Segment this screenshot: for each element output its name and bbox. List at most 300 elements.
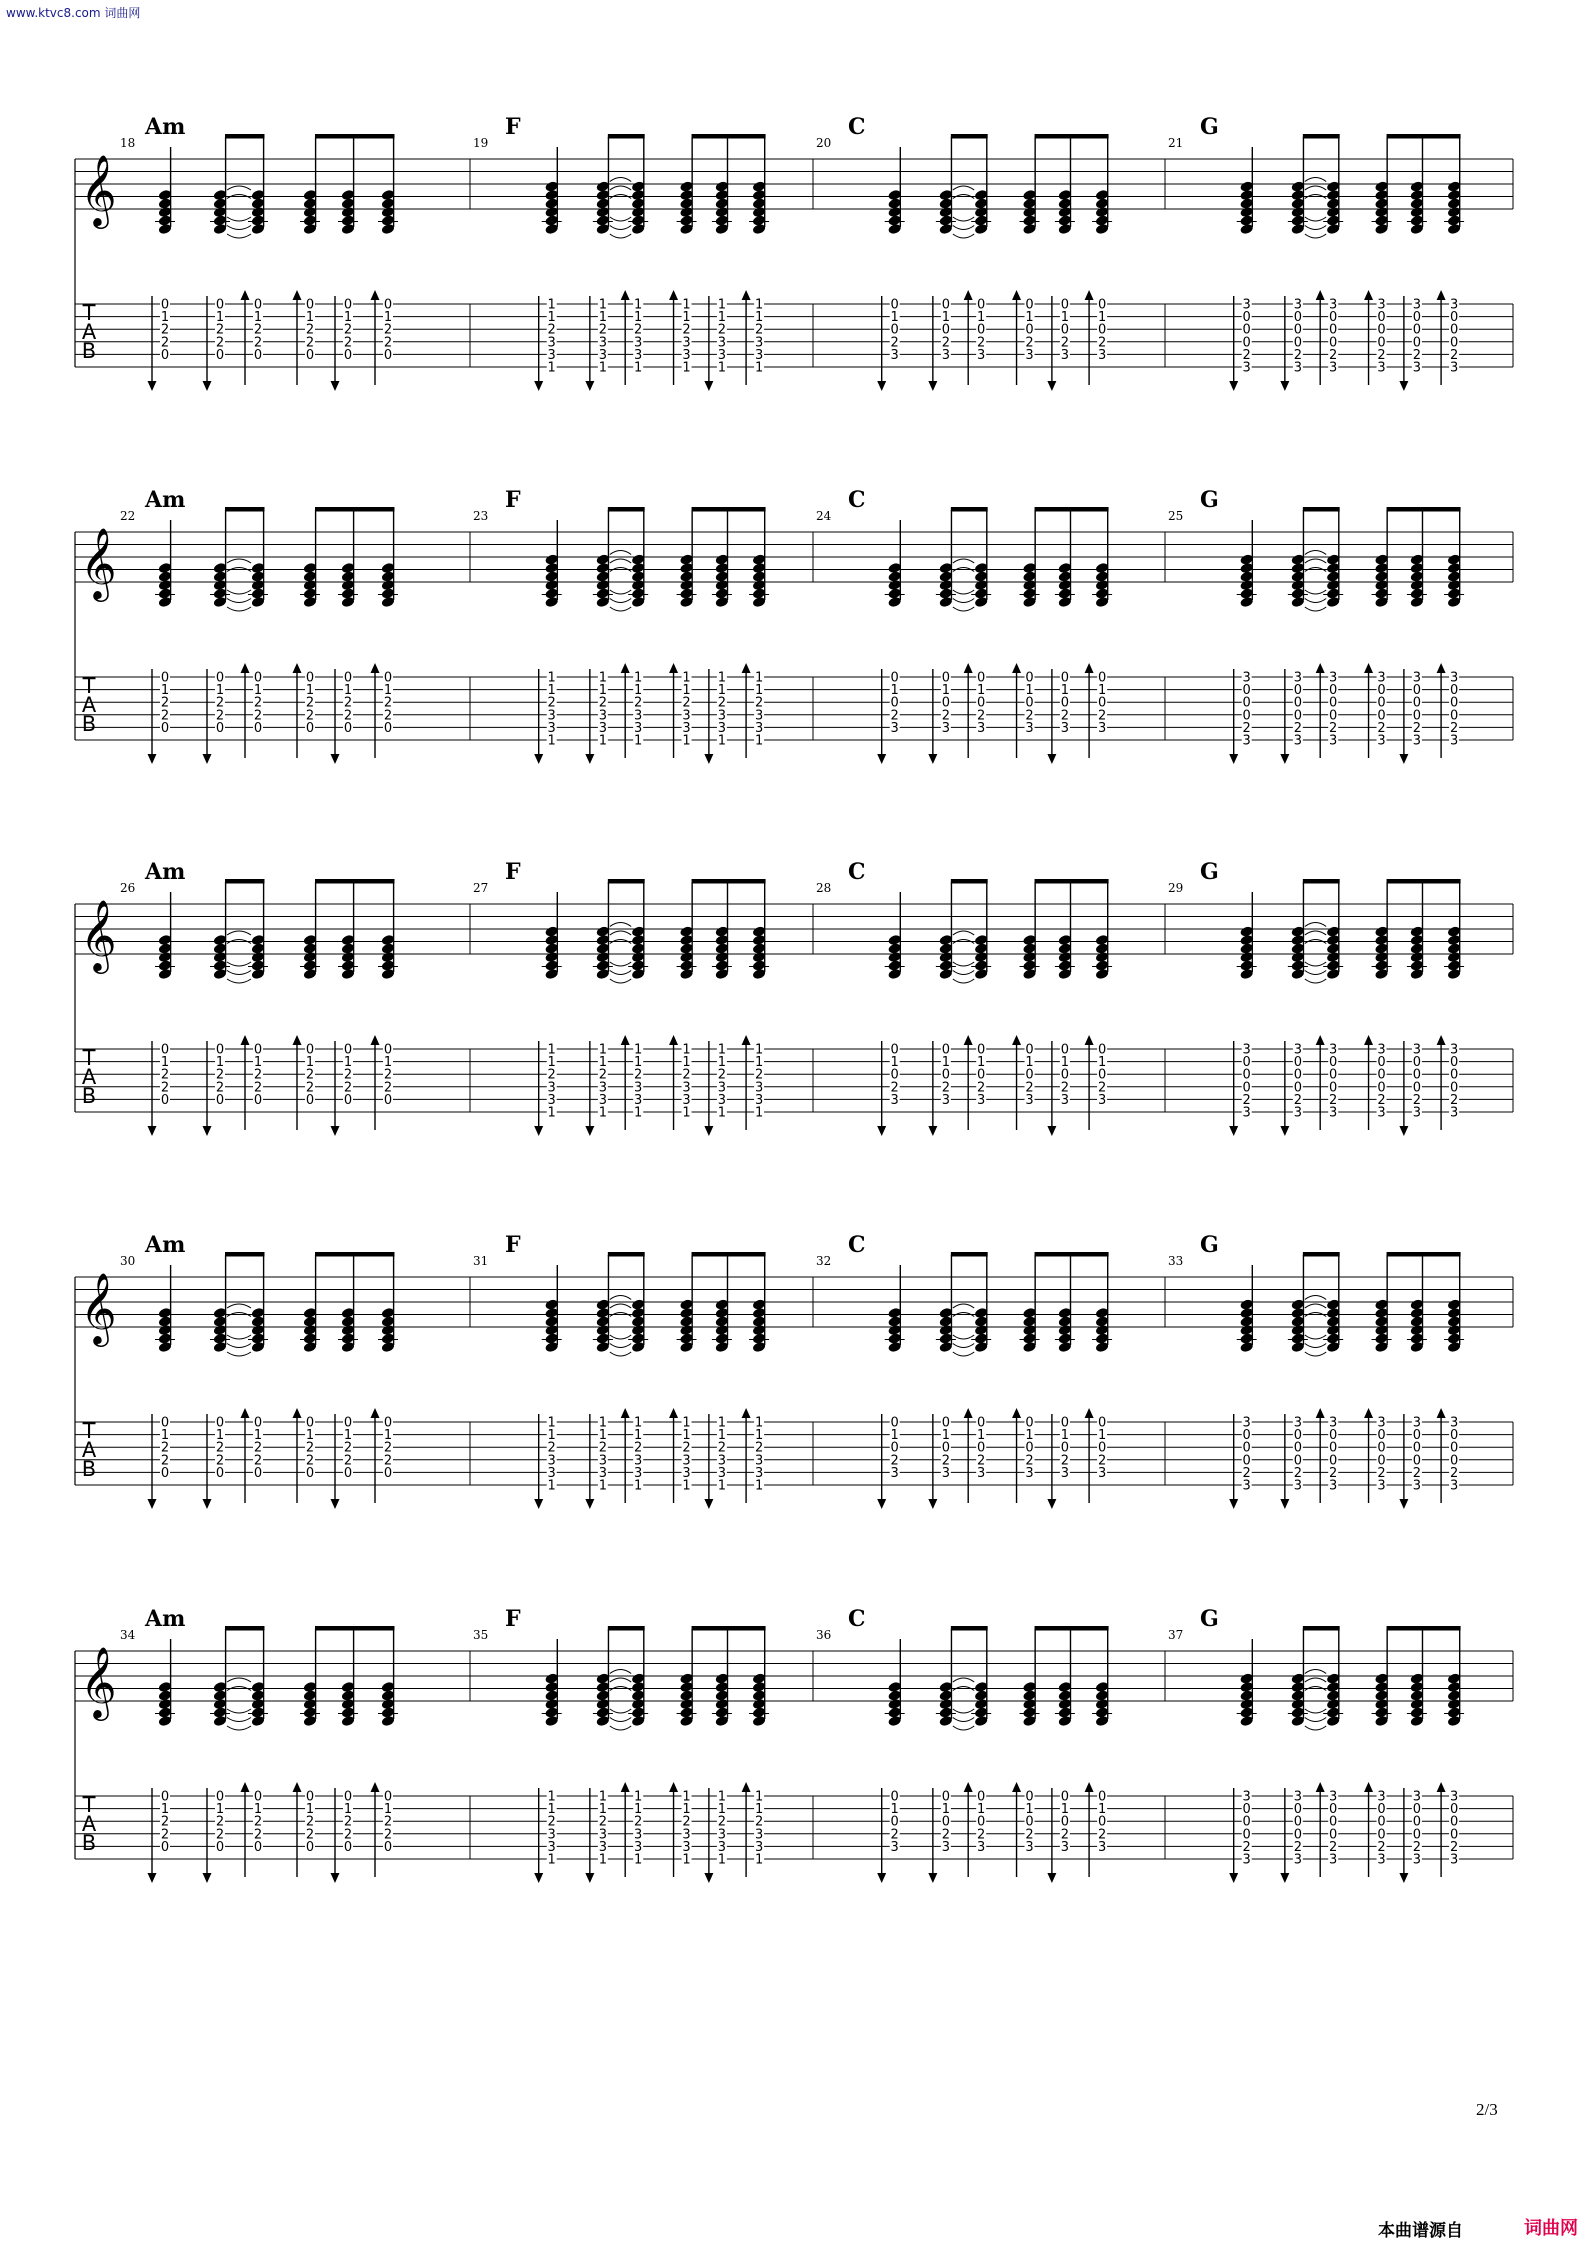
strum-down-arrow-icon	[148, 1126, 157, 1136]
tab-number: 2	[941, 335, 950, 351]
tab-number: 2	[1025, 335, 1034, 351]
tab-number: 2	[215, 1067, 225, 1083]
tab-number: 2	[1412, 1839, 1422, 1855]
tab-number: 0	[1412, 1440, 1422, 1456]
tab-number: 1	[682, 1428, 691, 1444]
tab-number: 1	[305, 1428, 315, 1444]
tab-number: 2	[1025, 708, 1034, 724]
tab-number: 0	[305, 1042, 315, 1058]
strum-down-arrow-icon	[148, 381, 157, 391]
tab-number: 3	[1449, 670, 1459, 686]
tab-number: 3	[1097, 347, 1107, 363]
tab-number: 1	[754, 360, 764, 376]
tab-number: 3	[717, 1839, 727, 1855]
strum-down-arrow-icon	[585, 1126, 594, 1136]
beam	[1422, 507, 1461, 512]
beam	[1070, 1626, 1109, 1631]
beam	[1422, 134, 1461, 139]
tab-number: 2	[253, 1827, 263, 1843]
tie	[1305, 923, 1326, 927]
tab-number: 2	[977, 1080, 986, 1096]
tab-number: 1	[941, 683, 950, 699]
tie	[1305, 559, 1326, 563]
tab-number: 0	[160, 1789, 170, 1805]
tie	[1305, 971, 1326, 975]
tab-number: 1	[383, 310, 393, 326]
footer-logo[interactable]: 词曲网	[1524, 2218, 1578, 2239]
tab-number: 2	[305, 708, 315, 724]
tab-number: 2	[634, 1067, 643, 1083]
beam	[1035, 507, 1072, 512]
tab-number: 3	[941, 720, 950, 736]
tab-number: 3	[634, 1827, 643, 1843]
tab-number: 0	[1097, 297, 1107, 313]
tab-number: 0	[1242, 1080, 1251, 1096]
tab-number: 0	[1412, 695, 1422, 711]
tab-number: 3	[1449, 1415, 1459, 1431]
tab-number: 1	[343, 1802, 353, 1818]
tab-number: 0	[1412, 1080, 1422, 1096]
tab-number: 0	[1242, 335, 1251, 351]
tab-number: 2	[754, 322, 764, 338]
tab-number: 1	[634, 683, 643, 699]
tab-number: 3	[1242, 1852, 1251, 1868]
tab-number: 3	[1329, 733, 1338, 749]
tie	[610, 979, 631, 983]
beam	[1387, 1252, 1424, 1257]
strum-up-arrow-icon	[371, 663, 380, 673]
strum-up-arrow-icon	[1316, 663, 1325, 673]
tab-number: 2	[1097, 335, 1107, 351]
strum-up-arrow-icon	[1012, 663, 1021, 673]
tab-number: 0	[1025, 670, 1034, 686]
tab-number: 1	[160, 1428, 170, 1444]
tab-number: 2	[305, 1827, 315, 1843]
strum-up-arrow-icon	[1316, 290, 1325, 300]
tab-number: 1	[598, 1055, 607, 1071]
tab-number: 1	[754, 1105, 764, 1121]
tab-number: 0	[215, 297, 225, 313]
tab-number: 2	[941, 708, 950, 724]
tie	[953, 1304, 974, 1308]
tab-number: 0	[1377, 1814, 1386, 1830]
tab-number: 3	[1377, 1042, 1386, 1058]
tab-number: 3	[754, 708, 764, 724]
tie	[227, 226, 251, 230]
tab-clef-letter: B	[81, 339, 97, 363]
tie	[227, 979, 251, 983]
tie	[610, 1718, 631, 1722]
tab-number: 0	[305, 1415, 315, 1431]
tab-number: 1	[598, 360, 607, 376]
tab-number: 0	[977, 322, 986, 338]
tab-number: 0	[1449, 1067, 1459, 1083]
chord-name: Am	[145, 1606, 186, 1632]
tab-number: 1	[717, 1428, 727, 1444]
tab-number: 1	[754, 1415, 764, 1431]
tab-number: 2	[383, 1440, 393, 1456]
strum-down-arrow-icon	[1229, 1499, 1238, 1509]
tab-number: 0	[383, 1042, 393, 1058]
tab-number: 0	[343, 297, 353, 313]
tab-number: 0	[1293, 1067, 1302, 1083]
beam	[1387, 507, 1424, 512]
tab-number: 2	[682, 1440, 691, 1456]
tab-number: 2	[682, 1814, 691, 1830]
tie	[953, 1718, 974, 1722]
tab-number: 2	[383, 1067, 393, 1083]
tab-number: 0	[1097, 1789, 1107, 1805]
tab-number: 1	[682, 1802, 691, 1818]
tab-number: 3	[682, 347, 691, 363]
tab-number: 3	[890, 1839, 899, 1855]
tab-number: 3	[598, 1092, 607, 1108]
tab-number: 1	[717, 733, 727, 749]
tab-number: 0	[1293, 1055, 1302, 1071]
tab-number: 3	[1412, 297, 1422, 313]
tab-number: 0	[1293, 1453, 1302, 1469]
tab-number: 3	[598, 708, 607, 724]
tab-number: 2	[1377, 720, 1386, 736]
tab-number: 0	[941, 695, 950, 711]
tab-number: 0	[1097, 1042, 1107, 1058]
tab-number: 2	[717, 1440, 727, 1456]
tab-number: 0	[1377, 1080, 1386, 1096]
tab-number: 2	[941, 1080, 950, 1096]
strum-down-arrow-icon	[704, 1126, 713, 1136]
tab-number: 0	[890, 1440, 899, 1456]
tab-number: 2	[1097, 1827, 1107, 1843]
tab-number: 2	[160, 708, 170, 724]
tab-number: 0	[977, 1415, 986, 1431]
tab-number: 0	[1412, 1802, 1422, 1818]
tab-number: 1	[253, 683, 263, 699]
tab-number: 1	[1025, 683, 1034, 699]
tab-number: 2	[253, 322, 263, 338]
tab-number: 2	[1412, 347, 1422, 363]
tab-number: 0	[977, 670, 986, 686]
tie	[610, 1335, 631, 1339]
tab-number: 1	[890, 1802, 899, 1818]
tie	[1305, 979, 1326, 983]
tab-number: 0	[1060, 1067, 1070, 1083]
tab-number: 1	[598, 1802, 607, 1818]
tie	[610, 599, 631, 603]
tab-number: 0	[215, 1092, 225, 1108]
tab-number: 2	[1242, 1465, 1251, 1481]
tab-number: 0	[343, 720, 353, 736]
tab-number: 0	[1377, 1802, 1386, 1818]
tab-number: 2	[215, 1827, 225, 1843]
strum-down-arrow-icon	[585, 381, 594, 391]
tab-clef-letter: B	[81, 1084, 97, 1108]
tab-number: 0	[343, 1092, 353, 1108]
beam	[353, 1252, 395, 1257]
tab-number: 2	[1329, 720, 1338, 736]
beam	[1303, 1626, 1340, 1631]
strum-down-arrow-icon	[877, 381, 886, 391]
tab-number: 0	[253, 1415, 263, 1431]
tab-number: 2	[1293, 720, 1302, 736]
tab-number: 1	[717, 683, 727, 699]
tab-number: 1	[343, 310, 353, 326]
strum-up-arrow-icon	[1012, 1035, 1021, 1045]
tab-number: 3	[977, 1465, 986, 1481]
tab-number: 2	[305, 335, 315, 351]
strum-down-arrow-icon	[534, 381, 543, 391]
strum-up-arrow-icon	[371, 290, 380, 300]
tab-number: 0	[1412, 335, 1422, 351]
page-number: 2/3	[1476, 2100, 1498, 2119]
tab-number: 2	[1377, 347, 1386, 363]
tab-number: 2	[383, 1080, 393, 1096]
tab-number: 1	[890, 1428, 899, 1444]
tab-number: 1	[547, 360, 556, 376]
strum-up-arrow-icon	[964, 1408, 973, 1418]
tab-number: 3	[1412, 1478, 1422, 1494]
tab-number: 3	[1060, 1092, 1070, 1108]
tab-number: 3	[890, 720, 899, 736]
tab-number: 1	[890, 310, 899, 326]
tab-number: 3	[941, 1465, 950, 1481]
tab-number: 2	[1293, 1839, 1302, 1855]
strum-down-arrow-icon	[1280, 1126, 1289, 1136]
tab-number: 0	[1329, 683, 1338, 699]
tab-number: 1	[1060, 310, 1070, 326]
tab-number: 1	[598, 683, 607, 699]
strum-up-arrow-icon	[1437, 1782, 1446, 1792]
tab-number: 1	[598, 310, 607, 326]
tab-number: 0	[1025, 1814, 1034, 1830]
tab-number: 2	[305, 322, 315, 338]
tab-number: 3	[1377, 670, 1386, 686]
strum-up-arrow-icon	[371, 1782, 380, 1792]
tab-number: 2	[977, 335, 986, 351]
tab-number: 0	[1293, 695, 1302, 711]
tab-number: 3	[1293, 733, 1302, 749]
tab-number: 1	[160, 310, 170, 326]
strum-up-arrow-icon	[964, 1035, 973, 1045]
tie	[1305, 1678, 1326, 1682]
tab-number: 3	[1242, 1105, 1251, 1121]
tab-number: 2	[1329, 1839, 1338, 1855]
strum-down-arrow-icon	[1399, 381, 1408, 391]
tab-clef-letter: A	[81, 693, 97, 717]
strum-up-arrow-icon	[1364, 1035, 1373, 1045]
tab-number: 2	[343, 1453, 353, 1469]
strum-down-arrow-icon	[585, 1873, 594, 1883]
tab-number: 3	[1293, 670, 1302, 686]
tab-clef-letter: T	[82, 1419, 96, 1443]
tab-number: 2	[253, 1814, 263, 1830]
tab-number: 3	[1293, 1789, 1302, 1805]
tab-number: 0	[253, 1042, 263, 1058]
tab-number: 0	[1242, 310, 1251, 326]
tab-number: 3	[1412, 1789, 1422, 1805]
strum-down-arrow-icon	[1047, 381, 1056, 391]
tab-number: 2	[253, 1440, 263, 1456]
tab-clef-letter: A	[81, 1812, 97, 1836]
tie	[953, 931, 974, 935]
beam	[1387, 1626, 1424, 1631]
tab-number: 2	[1412, 720, 1422, 736]
tab-number: 1	[215, 1428, 225, 1444]
tab-number: 0	[160, 1042, 170, 1058]
tab-number: 2	[253, 1453, 263, 1469]
tie	[953, 1726, 974, 1730]
site-url[interactable]: www.ktvc8.com 词曲网	[6, 6, 141, 20]
strum-up-arrow-icon	[669, 1035, 678, 1045]
tab-number: 2	[754, 1440, 764, 1456]
strum-up-arrow-icon	[742, 1782, 751, 1792]
tab-number: 2	[343, 1080, 353, 1096]
strum-up-arrow-icon	[669, 1782, 678, 1792]
tab-number: 2	[305, 1453, 315, 1469]
tab-number: 3	[1377, 1789, 1386, 1805]
tab-number: 3	[1025, 1465, 1034, 1481]
tab-number: 1	[547, 1042, 556, 1058]
tab-number: 1	[717, 1789, 727, 1805]
tab-number: 3	[717, 1453, 727, 1469]
tab-number: 1	[1097, 1428, 1107, 1444]
tab-number: 0	[160, 297, 170, 313]
tab-number: 2	[383, 1827, 393, 1843]
tab-number: 1	[1097, 1802, 1107, 1818]
tab-number: 2	[977, 1453, 986, 1469]
tab-number: 3	[1025, 347, 1034, 363]
tab-number: 3	[1377, 1852, 1386, 1868]
tab-number: 0	[1293, 683, 1302, 699]
chord-name: F	[505, 859, 521, 885]
tab-number: 0	[383, 1839, 393, 1855]
tab-number: 0	[941, 1789, 950, 1805]
strum-up-arrow-icon	[241, 1782, 250, 1792]
tie	[227, 971, 251, 975]
tab-number: 2	[1097, 1453, 1107, 1469]
tab-number: 0	[1329, 1827, 1338, 1843]
beam	[692, 1626, 729, 1631]
tab-number: 3	[1242, 1415, 1251, 1431]
tab-number: 2	[383, 708, 393, 724]
tie	[610, 1344, 631, 1348]
tab-number: 2	[717, 322, 727, 338]
tab-number: 1	[682, 310, 691, 326]
tie	[1305, 186, 1326, 190]
tie	[953, 186, 974, 190]
tab-number: 3	[547, 347, 556, 363]
beam	[1070, 134, 1109, 139]
tab-number: 3	[977, 1839, 986, 1855]
tab-number: 3	[634, 708, 643, 724]
tie	[610, 962, 631, 966]
tab-number: 1	[547, 683, 556, 699]
tab-number: 0	[253, 347, 263, 363]
tab-number: 3	[1329, 1789, 1338, 1805]
strum-up-arrow-icon	[1364, 290, 1373, 300]
tab-number: 3	[717, 1092, 727, 1108]
tab-number: 3	[1293, 1415, 1302, 1431]
tab-number: 2	[682, 1067, 691, 1083]
tab-number: 3	[1377, 733, 1386, 749]
tab-number: 3	[634, 347, 643, 363]
tab-number: 0	[1060, 1415, 1070, 1431]
tab-number: 1	[598, 1105, 607, 1121]
beam	[1035, 134, 1072, 139]
tab-number: 0	[977, 1814, 986, 1830]
strum-down-arrow-icon	[1280, 1499, 1289, 1509]
tab-number: 0	[1329, 1055, 1338, 1071]
tab-number: 0	[1449, 1827, 1459, 1843]
tab-number: 1	[754, 1789, 764, 1805]
beam	[315, 134, 355, 139]
tab-number: 0	[1412, 1453, 1422, 1469]
tab-number: 3	[1242, 297, 1251, 313]
strum-down-arrow-icon	[1047, 1873, 1056, 1883]
tab-number: 2	[253, 708, 263, 724]
chord-name: Am	[145, 487, 186, 513]
tab-number: 3	[1242, 733, 1251, 749]
tab-number: 1	[754, 733, 764, 749]
tab-number: 2	[547, 1440, 556, 1456]
tab-number: 1	[682, 1415, 691, 1431]
strum-down-arrow-icon	[1280, 1873, 1289, 1883]
tab-number: 0	[1449, 695, 1459, 711]
strum-down-arrow-icon	[1229, 381, 1238, 391]
tab-number: 0	[1242, 322, 1251, 338]
beam	[1422, 1252, 1461, 1257]
tie	[1305, 1296, 1326, 1300]
strum-down-arrow-icon	[704, 1499, 713, 1509]
tab-number: 1	[634, 1055, 643, 1071]
strum-down-arrow-icon	[1399, 754, 1408, 764]
strum-down-arrow-icon	[1047, 1126, 1056, 1136]
beam	[608, 134, 645, 139]
tab-number: 0	[1097, 670, 1107, 686]
tab-number: 1	[634, 1852, 643, 1868]
beam	[225, 879, 265, 884]
tab-number: 3	[754, 720, 764, 736]
tab-number: 0	[1242, 1055, 1251, 1071]
beam	[1303, 134, 1340, 139]
beam	[353, 1626, 395, 1631]
tab-number: 0	[977, 695, 986, 711]
tab-number: 0	[890, 695, 899, 711]
tab-number: 3	[1449, 733, 1459, 749]
strum-down-arrow-icon	[877, 1499, 886, 1509]
tab-number: 0	[215, 1789, 225, 1805]
tab-number: 0	[253, 720, 263, 736]
tab-number: 0	[383, 297, 393, 313]
tab-number: 3	[1060, 347, 1070, 363]
tab-number: 3	[1060, 1465, 1070, 1481]
tab-number: 0	[1242, 1802, 1251, 1818]
tab-number: 2	[634, 695, 643, 711]
tab-number: 0	[1293, 322, 1302, 338]
chord-name: G	[1200, 1606, 1219, 1632]
tab-number: 0	[890, 1789, 899, 1805]
tie	[227, 234, 251, 238]
tab-number: 2	[1412, 1092, 1422, 1108]
tab-number: 2	[717, 695, 727, 711]
measure-number: 24	[816, 509, 832, 523]
strum-down-arrow-icon	[203, 754, 212, 764]
tab-number: 3	[717, 1465, 727, 1481]
strum-up-arrow-icon	[621, 663, 630, 673]
system-5	[75, 1606, 1513, 1883]
treble-clef-icon: 𝄞	[80, 1271, 117, 1344]
tab-number: 3	[634, 335, 643, 351]
tab-number: 0	[1097, 322, 1107, 338]
